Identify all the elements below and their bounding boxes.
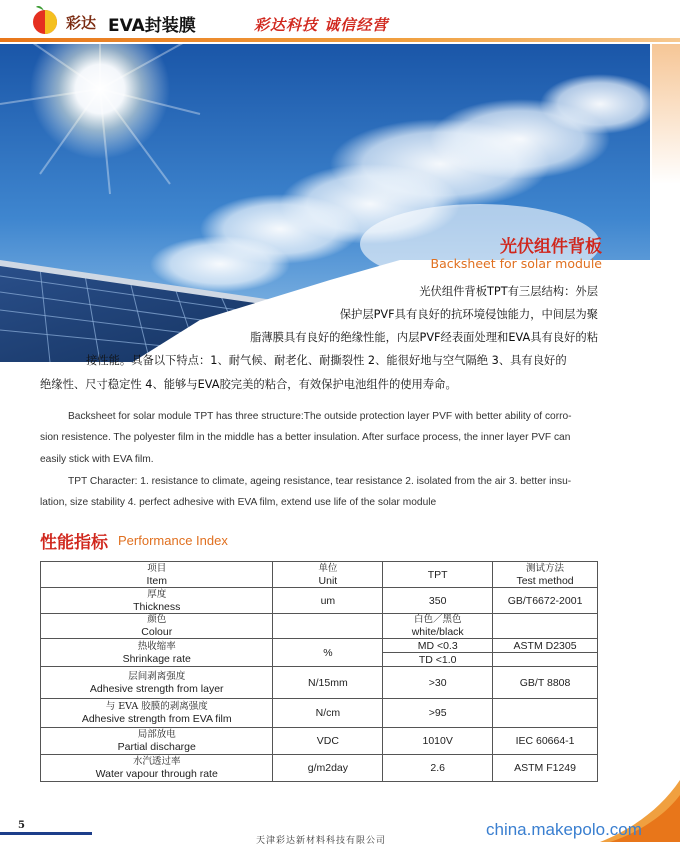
item-en: Adhesive strength from EVA film xyxy=(81,713,232,725)
performance-title-cn: 性能指标 xyxy=(40,533,108,553)
item-cn: 热收缩率 xyxy=(137,640,176,652)
body-en-line: sion resistence. The polyester film in the middle has a better insulation. After surface process, the inner layer PVF can xyxy=(40,432,571,443)
table-row xyxy=(41,639,598,653)
value-cell: MD <0.3 xyxy=(383,639,493,653)
value-cell: 2.6 xyxy=(383,755,493,782)
unit-cell: % xyxy=(273,639,383,667)
brand-product: EVA封装膜 xyxy=(108,16,196,36)
body-en-line: Backsheet for solar module TPT has three structure:The outside protection layer PVF with better ability of corro- xyxy=(68,411,572,422)
body-cn-line: 脂薄膜具有良好的绝缘性能，内层PVF经表面处理和EVA具有良好的粘 xyxy=(250,331,598,344)
item-cell xyxy=(41,755,273,782)
header-item-cn: 项目 xyxy=(147,562,167,574)
body-cn-line: 保护层PVF具有良好的抗环境侵蚀能力，中间层为聚 xyxy=(339,308,598,321)
header-method-cell xyxy=(493,562,598,588)
brand-logo-icon xyxy=(30,4,60,36)
header-tpt-cell: TPT xyxy=(383,562,493,588)
method-cell xyxy=(493,614,598,639)
item-cell xyxy=(41,699,273,728)
header-item-en: Item xyxy=(146,574,167,587)
header-method-cn: 测试方法 xyxy=(526,562,565,574)
value-en: white/black xyxy=(411,626,464,638)
body-en-line: TPT Character: 1. resistance to climate, ageing resistance, tear resistance 2. isolated from the air 3. better insu- xyxy=(68,476,572,487)
header-method-en: Test method xyxy=(516,574,574,587)
table-row xyxy=(41,699,598,728)
method-cell xyxy=(493,699,598,728)
value-cell: 1010V xyxy=(383,728,493,755)
method-cell: GB/T 8808 xyxy=(493,667,598,699)
footer-bar xyxy=(0,832,92,835)
table-header-row xyxy=(41,562,598,588)
value-cn: 白色／黑色 xyxy=(413,614,462,625)
item-en: Colour xyxy=(141,626,173,638)
body-cn-line: 接性能。具备以下特点：1、耐气候、耐老化、耐撕裂性 2、能很好地与空气隔绝 3、具有良好的 xyxy=(86,354,567,367)
value-cell: TD <1.0 xyxy=(383,653,493,667)
item-cn: 局部放电 xyxy=(137,729,176,740)
item-en: Shrinkage rate xyxy=(122,652,191,665)
item-en: Partial discharge xyxy=(117,741,196,753)
body-cn-line: 绝缘性、尺寸稳定性 4、能够与EVA胶完美的粘合，有效保护电池组件的使用寿命。 xyxy=(40,378,457,391)
header-divider xyxy=(0,38,680,42)
item-cell xyxy=(41,667,273,699)
section-title-en: Backsheet for solar module xyxy=(430,256,602,271)
value-cell xyxy=(383,614,493,639)
item-en: Adhesive strength from layer xyxy=(89,682,224,695)
item-cn: 层间剥离强度 xyxy=(128,670,186,682)
body-en-line: lation, size stability 4. perfect adhesive with EVA film, extend use life of the solar module xyxy=(40,497,437,508)
unit-cell: N/15mm xyxy=(273,667,383,699)
unit-cell: VDC xyxy=(273,728,383,755)
brand-name-cn: 彩达 xyxy=(66,14,97,32)
unit-cell: g/m2day xyxy=(273,755,383,782)
watermark: china.makepolo.com xyxy=(486,820,642,839)
item-cell xyxy=(41,639,273,667)
section-title-cn: 光伏组件背板 xyxy=(500,237,602,257)
performance-table xyxy=(40,561,598,782)
table-row xyxy=(41,667,598,699)
value-cell: >95 xyxy=(383,699,493,728)
method-cell: IEC 60664-1 xyxy=(493,728,598,755)
item-cn: 颜色 xyxy=(147,614,167,625)
body-cn-line: 光伏组件背板TPT有三层结构：外层 xyxy=(419,285,598,298)
page-number: 5 xyxy=(18,820,25,831)
table-row xyxy=(41,614,598,639)
method-cell xyxy=(493,653,598,667)
performance-title-en: Performance Index xyxy=(118,533,228,548)
item-en: Thickness xyxy=(133,600,181,613)
item-cell xyxy=(41,588,273,614)
header-unit-cn: 单位 xyxy=(318,562,338,574)
header-unit-en: Unit xyxy=(318,574,338,587)
table-row xyxy=(41,588,598,614)
item-cell xyxy=(41,728,273,755)
item-cn: 与 EVA 胶膜的剥离强度 xyxy=(105,701,208,712)
method-cell: GB/T6672-2001 xyxy=(493,588,598,614)
item-en: Water vapour through rate xyxy=(95,768,218,780)
unit-cell xyxy=(273,614,383,639)
footer-company: 天津彩达新材料科技有限公司 xyxy=(256,836,387,846)
item-cell xyxy=(41,614,273,639)
item-cn: 水汽透过率 xyxy=(132,756,181,767)
header-unit-cell xyxy=(273,562,383,588)
method-cell: ASTM F1249 xyxy=(493,755,598,782)
value-cell: 350 xyxy=(383,588,493,614)
side-accent xyxy=(652,44,680,184)
unit-cell: N/cm xyxy=(273,699,383,728)
header-item-cell xyxy=(41,562,273,588)
value-cell: >30 xyxy=(383,667,493,699)
slogan: 彩达科技 诚信经营 xyxy=(254,16,389,34)
table-row xyxy=(41,755,598,782)
table-row xyxy=(41,728,598,755)
method-cell: ASTM D2305 xyxy=(493,639,598,653)
unit-cell: um xyxy=(273,588,383,614)
item-cn: 厚度 xyxy=(147,588,167,600)
body-en-line: easily stick with EVA film. xyxy=(40,454,154,465)
